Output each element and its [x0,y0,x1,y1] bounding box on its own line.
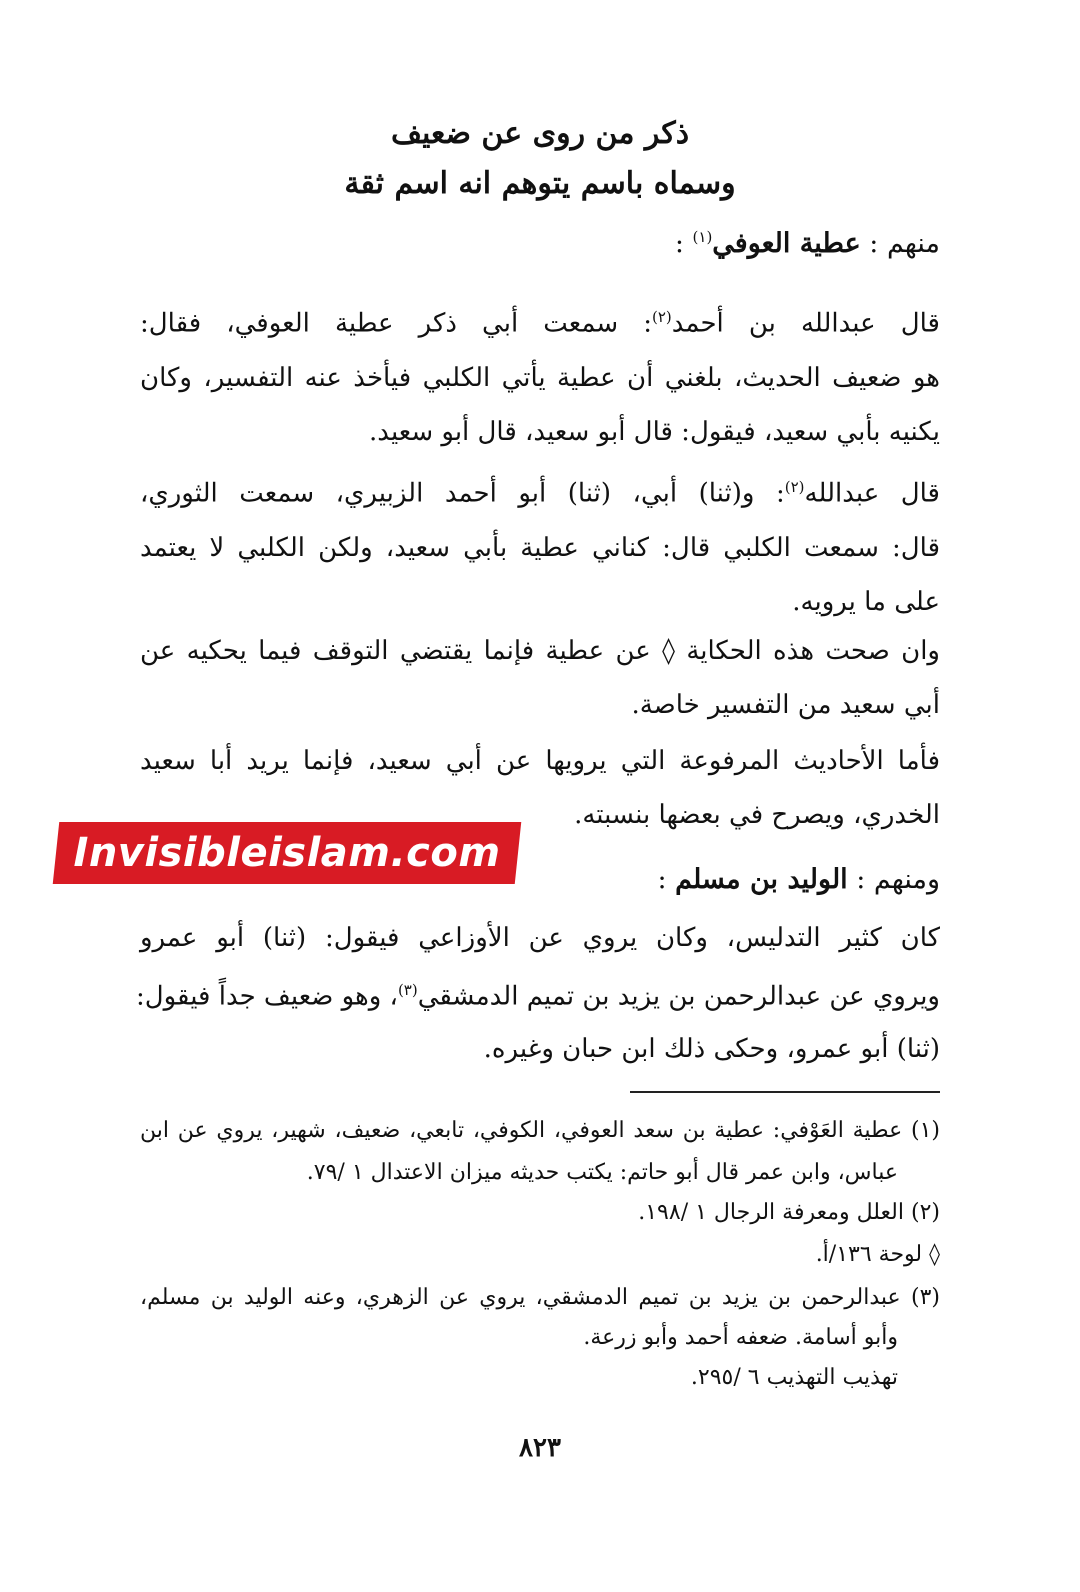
paragraph-line: يكنيه بأبي سعيد، فيقول: قال أبو سعيد، قال أبو سعيد. [369,416,940,447]
section-heading-2: ومنهم : الوليد بن مسلم : [657,864,940,895]
paragraph-line: (ثنا) أبو عمرو، وحكى ذلك ابن حبان وغيره. [483,1033,940,1064]
paragraph-1 [140,290,940,459]
paragraph-line: ويروي عن عبدالرحمن بن يزيد بن تميم الدمشقي$^{(٣)}$، وهو ضعيف جداً فيقول: [135,981,940,1012]
paragraph-2 [140,460,940,629]
section-label: منهم : [860,228,940,259]
paragraph-line: هو ضعيف الحديث، بلغني أن عطية يأتي الكلبي فيأخذ عنه التفسير، وكان [140,362,940,393]
narrator-name: عطية العوفي [712,228,861,259]
paragraph-line: أبي سعيد من التفسير خاصة. [631,690,940,720]
footnote-ref: (١) [692,228,713,246]
chapter-heading-line-1: ذكر من روى عن ضعيف [390,116,690,151]
footnote-line: تهذيب التهذيب ٦ /٢٩٥. [690,1365,898,1390]
paragraph-line: قال: سمعت الكلبي قال: كناني عطية بأبي سعيد، ولكن الكلبي لا يعتمد [140,532,940,563]
footnote-divider [630,1091,940,1093]
footnote-line: عباس، وابن عمر قال أبو حاتم: يكتب حديثه ميزان الاعتدال ١ /٧٩. [306,1160,898,1185]
paragraph-line: كان كثير التدليس، وكان يروي عن الأوزاعي فيقول: (ثنا) أبو عمرو [140,923,940,953]
paragraph-line: فأما الأحاديث المرفوعة التي يرويها عن أبي سعيد، فإنما يريد أبا سعيد [140,746,940,776]
footnote-1 [140,1110,940,1194]
paragraph-line: على ما يرويه. [792,586,940,617]
footnote-line: (٢) العلل ومعرفة الرجال ١ /١٩٨. [638,1200,940,1225]
paragraph-line: الخدري، ويصرح في بعضها بنسبته. [574,800,940,830]
narrator-name: الوليد بن مسلم [675,864,848,895]
footnote-line: وأبو أسامة. ضعفه أحمد وأبو زرعة. [583,1325,898,1350]
paragraph-5 [135,912,940,1075]
footnote-line: ◊ لوحة ١٣٦/أ. [815,1242,940,1267]
paragraph-line: قال عبدالله$^{(٢)}$: و(ثنا) أبي، (ثنا) أبو أحمد الزبيري، سمعت الثوري، [140,478,940,509]
footnote-line: (٣) عبدالرحمن بن يزيد بن تميم الدمشقي، يروي عن الزهري، وعنه الوليد بن مسلم، [140,1285,940,1310]
footnote-2 [140,1192,940,1234]
paragraph-line: قال عبدالله بن أحمد$^{(٢)}$: سمعت أبي ذكر عطية العوفي، فقال: [140,308,940,339]
footnote-ref: (٣) [397,981,418,999]
footnote-line: (١) عطية العَوْفي: عطية بن سعد العوفي، الكوفي، تابعي، ضعيف، شهير، يروي عن ابن [140,1118,940,1143]
footnote-diamond [140,1234,940,1276]
watermark-text: Invisibleislam.com [73,830,501,876]
footnote-3 [140,1278,940,1398]
page-number: ٨٢٣ [519,1433,561,1463]
section-label: ومنهم : [847,864,940,895]
footnote-ref: (٢) [784,478,805,496]
paragraph-3 [140,624,940,732]
chapter-heading-line-2: وسماه باسم يتوهم انه اسم ثقة [344,166,736,201]
paragraph-line: وان صحت هذه الحكاية ◊ عن عطية فإنما يقتضي التوقف فيما يحكيه عن [140,636,940,666]
section-heading-1: منهم : عطية العوفي$^{(١)}$ : [674,228,940,259]
footnote-ref: (٢) [652,308,672,326]
